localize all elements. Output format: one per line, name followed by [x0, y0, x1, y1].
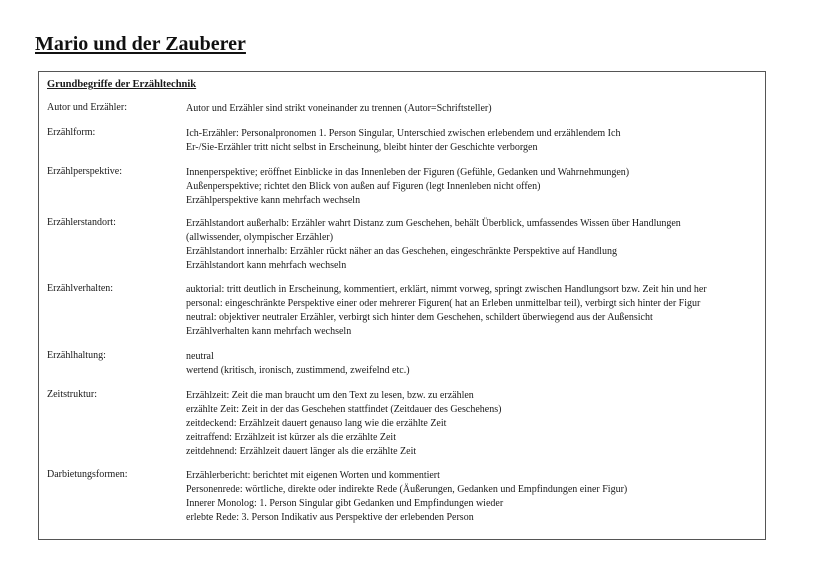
definition-line: erlebte Rede: 3. Person Indikativ aus Perspektive der erlebenden Person: [186, 512, 474, 523]
definition-line: Innerer Monolog: 1. Person Singular gibt Gedanken und Empfindungen wieder: [186, 498, 504, 509]
terms-table: [38, 71, 766, 540]
definition-line: erzählte Zeit: Zeit in der das Geschehen stattfindet (Zeitdauer des Geschehens): [186, 404, 502, 415]
definition-line: Außenperspektive; richtet den Blick von außen auf Figuren (legt Innenleben nicht offen): [186, 181, 541, 192]
definition-line: neutral: objektiver neutraler Erzähler, verbirgt sich hinter dem Geschehen, schildert überwiegend aus der Außensicht: [186, 312, 653, 323]
definition-line: Er-/Sie-Erzähler tritt nicht selbst in Erscheinung, bleibt hinter der Geschichte verborgen: [186, 142, 538, 153]
entry-definitions: [186, 283, 762, 339]
definition-line: Ich-Erzähler: Personalpronomen 1. Person Singular, Unterschied zwischen erlebendem und erzählendem Ich: [186, 128, 621, 139]
definition-line: Erzählperspektive kann mehrfach wechseln: [186, 195, 361, 206]
definition-line: zeitdeckend: Erzählzeit dauert genauso lang wie die erzählte Zeit: [186, 418, 447, 429]
definition-line: Autor und Erzähler sind strikt voneinander zu trennen (Autor=Schriftsteller): [186, 103, 492, 114]
definition-line: auktorial: tritt deutlich in Erscheinung, kommentiert, erklärt, nimmt vorweg, springt zwischen Handlungsort bzw. Zeit hin und her: [186, 284, 707, 295]
definition-line: Erzählerbericht: berichtet mit eigenen Worten und kommentiert: [186, 470, 440, 481]
entry-definitions: [186, 469, 762, 525]
entry-definitions: [186, 127, 762, 155]
entry-definitions: [186, 217, 762, 273]
definition-line: zeitraffend: Erzählzeit ist kürzer als die erzählte Zeit: [186, 432, 396, 443]
entry-term: Zeitstruktur:: [47, 389, 97, 400]
definition-line: zeitdehnend: Erzählzeit dauert länger als die erzählte Zeit: [186, 446, 417, 457]
definition-line: wertend (kritisch, ironisch, zustimmend, zweifelnd etc.): [186, 365, 410, 376]
entry-term: Erzählerstandort:: [47, 217, 116, 228]
definition-line: Innenperspektive; eröffnet Einblicke in das Innenleben der Figuren (Gefühle, Gedanken und Wahrnehmungen): [186, 167, 630, 178]
definition-line: Erzählverhalten kann mehrfach wechseln: [186, 326, 352, 337]
entry-term: Erzählperspektive:: [47, 166, 122, 177]
entry-term: Erzählhaltung:: [47, 350, 106, 361]
definition-line: Erzählstandort außerhalb: Erzähler wahrt Distanz zum Geschehen, behält Überblick, umfassendes Wissen über Handlungen: [186, 218, 681, 229]
entry-definitions: [186, 166, 762, 208]
definition-line: Erzählstandort kann mehrfach wechseln: [186, 260, 347, 271]
definition-line: Personenrede: wörtliche, direkte oder indirekte Rede (Äußerungen, Gedanken und Empfindungen einer Figur): [186, 484, 628, 495]
definition-line: personal: eingeschränkte Perspektive einer oder mehrerer Figuren( hat an Erleben unmittelbar teil), verbirgt sich hinter der Figur: [186, 298, 701, 309]
entry-term: Autor und Erzähler:: [47, 102, 127, 113]
definition-line: neutral: [186, 351, 214, 362]
section-heading: Grundbegriffe der Erzähltechnik: [47, 79, 197, 90]
entry-definitions: [186, 102, 762, 116]
definition-line: (allwissender, olympischer Erzähler): [186, 232, 334, 243]
entry-definitions: [186, 389, 762, 459]
definition-line: Erzählzeit: Zeit die man braucht um den Text zu lesen, bzw. zu erzählen: [186, 390, 474, 401]
entry-term: Darbietungsformen:: [47, 469, 128, 480]
definition-line: Erzählstandort innerhalb: Erzähler rückt näher an das Geschehen, eingeschränkte Perspektive auf Handlung: [186, 246, 617, 257]
entry-term: Erzählform:: [47, 127, 96, 138]
page-title: Mario und der Zauberer: [35, 33, 246, 55]
entry-definitions: [186, 350, 762, 378]
entry-term: Erzählverhalten:: [47, 283, 114, 294]
